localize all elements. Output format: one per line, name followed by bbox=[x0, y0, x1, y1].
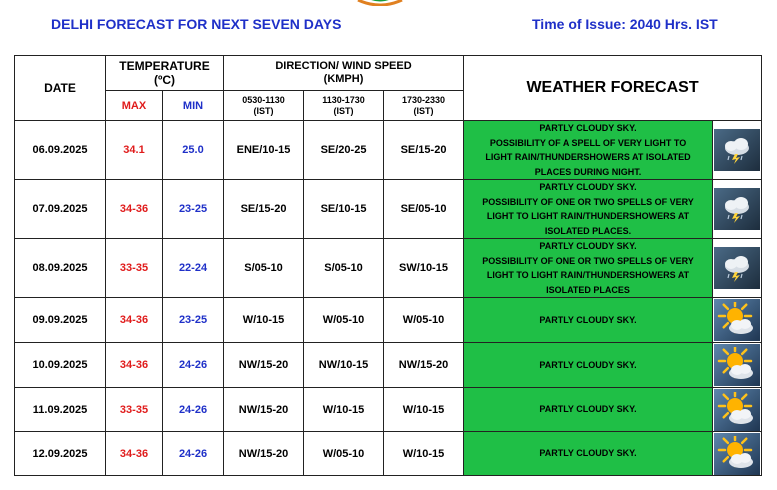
table-row bbox=[15, 388, 762, 432]
max-temp-cell: 33-35 bbox=[106, 239, 163, 298]
header-slot-2-tz: (IST) bbox=[333, 105, 354, 116]
header-slot-3-time: 1730-2330 bbox=[401, 94, 446, 105]
icon-cell bbox=[713, 343, 762, 388]
wind-slot-1-cell: NW/15-20 bbox=[224, 432, 304, 476]
forecast-cell bbox=[464, 343, 713, 388]
forecast-line: ISOLATED PLACES. bbox=[544, 225, 632, 236]
date-cell: 10.09.2025 bbox=[15, 343, 106, 388]
wind-slot-1-cell: NW/15-20 bbox=[224, 388, 304, 432]
wind-slot-3-cell: SE/05-10 bbox=[384, 180, 464, 239]
wind-slot-2-cell: W/10-15 bbox=[304, 388, 384, 432]
header-weather-forecast: WEATHER FORECAST bbox=[464, 56, 762, 121]
wind-slot-1-cell: SE/15-20 bbox=[224, 180, 304, 239]
forecast-line: PARTLY CLOUDY SKY. bbox=[539, 448, 637, 459]
wind-slot-1-cell: S/05-10 bbox=[224, 239, 304, 298]
forecast-line: PLACES DURING NIGHT. bbox=[534, 166, 642, 177]
wind-slot-2-cell: W/05-10 bbox=[304, 298, 384, 343]
table-row bbox=[15, 180, 762, 239]
header-date: DATE bbox=[15, 56, 106, 121]
header-temperature-label: TEMPERATURE bbox=[119, 59, 210, 73]
forecast-table bbox=[14, 55, 762, 476]
table-row bbox=[15, 343, 762, 388]
header-slot-2 bbox=[304, 91, 384, 121]
forecast-line: ISOLATED PLACES bbox=[546, 284, 630, 295]
icon-cell bbox=[713, 388, 762, 432]
wind-slot-2-cell: SE/10-15 bbox=[304, 180, 384, 239]
issue-time: Time of Issue: 2040 Hrs. IST bbox=[532, 16, 718, 32]
icon-cell bbox=[713, 180, 762, 239]
header-wind bbox=[224, 56, 464, 91]
header-max: MAX bbox=[106, 91, 163, 121]
header-slot-1-time: 0530-1130 bbox=[242, 94, 285, 105]
table-row bbox=[15, 121, 762, 180]
wind-slot-2-cell: W/05-10 bbox=[304, 432, 384, 476]
forecast-cell bbox=[464, 180, 713, 239]
partly-cloudy-icon bbox=[714, 389, 760, 431]
min-temp-cell: 23-25 bbox=[163, 180, 224, 239]
forecast-cell bbox=[464, 298, 713, 343]
forecast-cell bbox=[464, 239, 713, 298]
header-temperature bbox=[106, 56, 224, 91]
forecast-line: PARTLY CLOUDY SKY. bbox=[539, 241, 637, 251]
header-wind-label: DIRECTION/ WIND SPEED bbox=[275, 60, 412, 72]
max-temp-cell: 34-36 bbox=[106, 180, 163, 239]
forecast-line: POSSIBILITY OF ONE OR TWO SPELLS OF VERY bbox=[482, 196, 694, 207]
table-row bbox=[15, 432, 762, 476]
forecast-cell bbox=[464, 121, 713, 180]
header-slot-1-tz: (IST) bbox=[253, 105, 274, 116]
forecast-line: POSSIBILITY OF A SPELL OF VERY LIGHT TO bbox=[489, 137, 687, 148]
wind-slot-3-cell: NW/15-20 bbox=[384, 343, 464, 388]
min-temp-cell: 25.0 bbox=[163, 121, 224, 180]
emblem-logo bbox=[352, 0, 408, 6]
forecast-line: PARTLY CLOUDY SKY. bbox=[539, 123, 637, 133]
header-slot-3 bbox=[384, 91, 464, 121]
date-cell: 09.09.2025 bbox=[15, 298, 106, 343]
wind-slot-3-cell: W/05-10 bbox=[384, 298, 464, 343]
header-slot-2-time: 1130-1730 bbox=[322, 94, 365, 105]
date-cell: 08.09.2025 bbox=[15, 239, 106, 298]
forecast-line: LIGHT RAIN/THUNDERSHOWERS AT ISOLATED bbox=[485, 152, 691, 162]
forecast-line: LIGHT TO LIGHT RAIN/THUNDERSHOWERS AT bbox=[486, 211, 690, 221]
wind-slot-3-cell: SW/10-15 bbox=[384, 239, 464, 298]
wind-slot-1-cell: NW/15-20 bbox=[224, 343, 304, 388]
wind-slot-3-cell: W/10-15 bbox=[384, 388, 464, 432]
thunderstorm-icon bbox=[714, 129, 760, 171]
date-cell: 07.09.2025 bbox=[15, 180, 106, 239]
wind-slot-3-cell: W/10-15 bbox=[384, 432, 464, 476]
date-cell: 12.09.2025 bbox=[15, 432, 106, 476]
header-temperature-unit: (ºC) bbox=[153, 73, 176, 87]
min-temp-cell: 24-26 bbox=[163, 343, 224, 388]
thunderstorm-icon bbox=[714, 188, 760, 230]
min-temp-cell: 23-25 bbox=[163, 298, 224, 343]
forecast-cell bbox=[464, 388, 713, 432]
forecast-line: PARTLY CLOUDY SKY. bbox=[539, 314, 637, 325]
date-cell: 06.09.2025 bbox=[15, 121, 106, 180]
min-temp-cell: 24-26 bbox=[163, 388, 224, 432]
icon-cell bbox=[713, 121, 762, 180]
table-row bbox=[15, 239, 762, 298]
wind-slot-3-cell: SE/15-20 bbox=[384, 121, 464, 180]
max-temp-cell: 34-36 bbox=[106, 343, 163, 388]
icon-cell bbox=[713, 239, 762, 298]
forecast-cell bbox=[464, 432, 713, 476]
wind-slot-1-cell: ENE/10-15 bbox=[224, 121, 304, 180]
thunderstorm-icon bbox=[714, 247, 760, 289]
icon-cell bbox=[713, 432, 762, 476]
min-temp-cell: 24-26 bbox=[163, 432, 224, 476]
wind-slot-2-cell: SE/20-25 bbox=[304, 121, 384, 180]
page-title: DELHI FORECAST FOR NEXT SEVEN DAYS bbox=[51, 16, 342, 32]
max-temp-cell: 34.1 bbox=[106, 121, 163, 180]
wind-slot-1-cell: W/10-15 bbox=[224, 298, 304, 343]
forecast-line: PARTLY CLOUDY SKY. bbox=[539, 404, 637, 415]
header-wind-unit: (KMPH) bbox=[323, 73, 364, 85]
header-slot-3-tz: (IST) bbox=[413, 105, 434, 116]
partly-cloudy-icon bbox=[714, 433, 760, 475]
max-temp-cell: 34-36 bbox=[106, 298, 163, 343]
table-row bbox=[15, 298, 762, 343]
min-temp-cell: 22-24 bbox=[163, 239, 224, 298]
forecast-line: PARTLY CLOUDY SKY. bbox=[539, 182, 637, 192]
forecast-line: PARTLY CLOUDY SKY. bbox=[539, 359, 637, 370]
wind-slot-2-cell: S/05-10 bbox=[304, 239, 384, 298]
header-slot-1 bbox=[224, 91, 304, 121]
forecast-line: LIGHT TO LIGHT RAIN/THUNDERSHOWERS AT bbox=[486, 270, 690, 280]
max-temp-cell: 34-36 bbox=[106, 432, 163, 476]
wind-slot-2-cell: NW/10-15 bbox=[304, 343, 384, 388]
forecast-line: POSSIBILITY OF ONE OR TWO SPELLS OF VERY bbox=[482, 255, 694, 266]
header-min: MIN bbox=[163, 91, 224, 121]
partly-cloudy-icon bbox=[714, 299, 760, 341]
max-temp-cell: 33-35 bbox=[106, 388, 163, 432]
date-cell: 11.09.2025 bbox=[15, 388, 106, 432]
icon-cell bbox=[713, 298, 762, 343]
partly-cloudy-icon bbox=[714, 344, 760, 386]
